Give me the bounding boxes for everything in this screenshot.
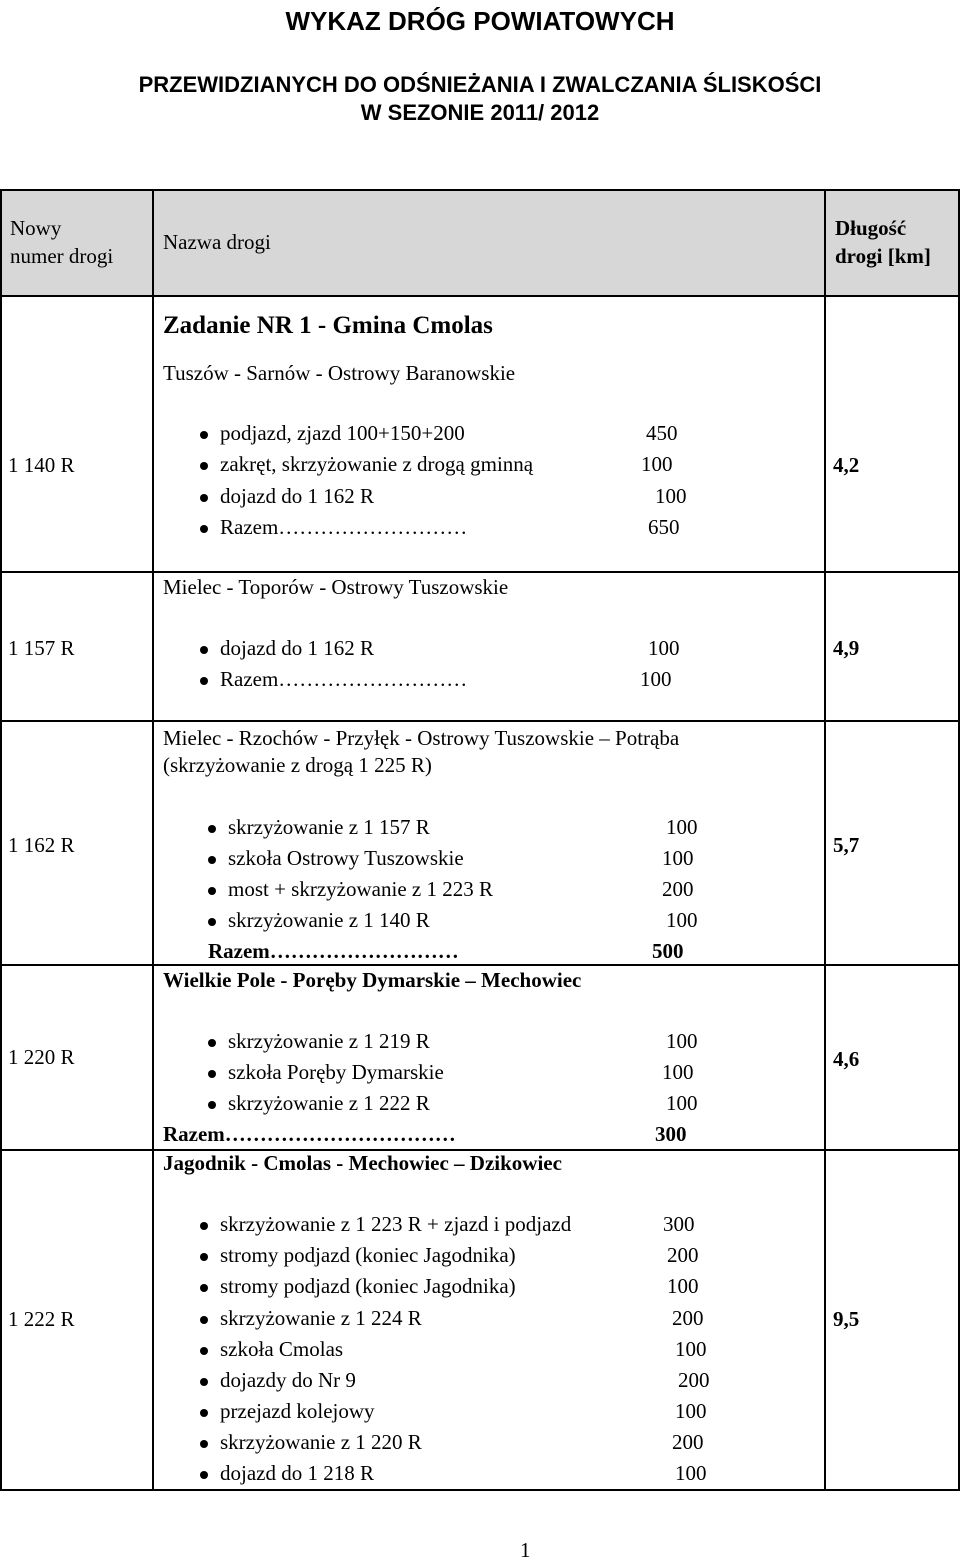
item-value: 100 — [666, 1091, 698, 1115]
item-value: 100 — [640, 667, 672, 691]
item-label: podjazd, zjazd 100+150+200 — [220, 421, 465, 445]
item-value: 200 — [678, 1368, 710, 1392]
header-length-line1: Długość — [835, 216, 907, 240]
item-label: stromy podjazd (koniec Jagodnika) — [220, 1243, 516, 1267]
item-value: 100 — [662, 846, 694, 870]
road-name: Mielec - Toporów - Ostrowy Tuszowskie — [163, 575, 509, 599]
item-value: 100 — [666, 815, 698, 839]
item-label: dojazd do 1 162 R — [220, 484, 374, 508]
item-label: skrzyżowanie z 1 223 R + zjazd i podjazd — [220, 1212, 572, 1236]
bullet-icon — [200, 1440, 208, 1448]
road-number: 1 222 R — [8, 1307, 75, 1331]
item-label: szkoła Cmolas — [220, 1337, 344, 1361]
road-number: 1 162 R — [8, 833, 75, 857]
header-length — [835, 214, 931, 270]
row-divider — [0, 964, 960, 966]
header-number — [10, 214, 113, 270]
road-length: 4,9 — [833, 636, 860, 660]
item-label: skrzyżowanie z 1 222 R — [228, 1091, 430, 1115]
header-number-line1: Nowy — [10, 216, 62, 240]
bullet-icon — [200, 525, 208, 533]
page-number: 1 — [520, 1538, 531, 1562]
item-label: most + skrzyżowanie z 1 223 R — [228, 877, 493, 901]
bullet-icon — [208, 918, 216, 926]
bullet-icon — [200, 646, 208, 654]
table-border-left — [0, 189, 2, 1491]
item-value: 100 — [667, 1274, 699, 1298]
header-shading — [2, 191, 958, 295]
road-length: 4,2 — [833, 453, 860, 477]
item-value: 200 — [672, 1430, 704, 1454]
item-label: dojazdy do Nr 9 — [220, 1368, 356, 1392]
bullet-icon — [208, 1039, 216, 1047]
item-value: 200 — [667, 1243, 699, 1267]
item-value: 100 — [675, 1461, 707, 1485]
item-value: 100 — [675, 1337, 707, 1361]
bullet-icon — [200, 1222, 208, 1230]
bullet-icon — [200, 1471, 208, 1479]
road-name-text: Wielkie Pole - Poręby Dymarskie – Mechowiec — [163, 968, 582, 992]
item-value: 650 — [648, 515, 680, 539]
bullet-icon — [208, 887, 216, 895]
table-border-bottom — [0, 1489, 960, 1491]
item-value: 200 — [672, 1306, 704, 1330]
item-value: 100 — [641, 452, 673, 476]
road-name-text: Jagodnik - Cmolas - Mechowiec – Dzikowiec — [163, 1151, 562, 1175]
item-value: 100 — [662, 1060, 694, 1084]
item-value: 200 — [662, 877, 694, 901]
item-label: dojazd do 1 162 R — [220, 636, 374, 660]
total-label: Razem…………………………… — [163, 1122, 456, 1146]
document-title: WYKAZ DRÓG POWIATOWYCH — [285, 6, 675, 36]
road-number: 1 157 R — [8, 636, 75, 660]
item-value: 100 — [655, 484, 687, 508]
item-value: 100 — [675, 1399, 707, 1423]
item-label: stromy podjazd (koniec Jagodnika) — [220, 1274, 516, 1298]
item-label: skrzyżowanie z 1 220 R — [220, 1430, 422, 1454]
road-length: 5,7 — [833, 833, 860, 857]
bullet-icon — [200, 1284, 208, 1292]
column-divider — [152, 189, 154, 1491]
column-divider — [824, 189, 826, 1491]
road-length: 9,5 — [833, 1307, 860, 1331]
task-heading: Zadanie NR 1 - Gmina Cmolas — [163, 312, 493, 339]
row-divider — [0, 571, 960, 573]
total-value: 500 — [652, 939, 684, 963]
table-border-top — [0, 189, 960, 191]
bullet-icon — [200, 494, 208, 502]
header-divider — [0, 295, 960, 297]
road-name — [163, 1151, 562, 1176]
item-value: 450 — [646, 421, 678, 445]
item-value: 300 — [663, 1212, 695, 1236]
item-label: szkoła Ostrowy Tuszowskie — [228, 846, 464, 870]
item-label: Razem……………………… — [220, 667, 468, 691]
item-label: szkoła Poręby Dymarskie — [228, 1060, 444, 1084]
total-value: 300 — [655, 1122, 687, 1146]
road-name: Tuszów - Sarnów - Ostrowy Baranowskie — [163, 361, 516, 385]
row-divider — [0, 720, 960, 722]
bullet-icon — [200, 1409, 208, 1417]
road-name — [163, 968, 581, 993]
document-subtitle: PRZEWIDZIANYCH DO ODŚNIEŻANIA I ZWALCZANIA ŚLISKOŚCI — [138, 72, 822, 97]
bullet-icon — [200, 1316, 208, 1324]
bullet-icon — [200, 431, 208, 439]
header-name: Nazwa drogi — [163, 230, 271, 254]
bullet-icon — [208, 856, 216, 864]
total-label: Razem……………………… — [208, 939, 459, 963]
road-length: 4,6 — [833, 1047, 860, 1071]
road-name: Mielec - Rzochów - Przyłęk - Ostrowy Tuszowskie – Potrąba — [163, 726, 680, 750]
bullet-icon — [200, 677, 208, 685]
header-length-line2: drogi [km] — [835, 244, 931, 268]
item-value: 100 — [666, 1029, 698, 1053]
item-value: 100 — [666, 908, 698, 932]
bullet-icon — [200, 1347, 208, 1355]
item-label: skrzyżowanie z 1 219 R — [228, 1029, 430, 1053]
item-value: 100 — [648, 636, 680, 660]
road-number: 1 220 R — [8, 1045, 75, 1069]
bullet-icon — [200, 1378, 208, 1386]
item-label: skrzyżowanie z 1 140 R — [228, 908, 430, 932]
bullet-icon — [208, 1101, 216, 1109]
document-season: W SEZONIE 2011/ 2012 — [360, 100, 600, 125]
item-label: skrzyżowanie z 1 157 R — [228, 815, 430, 839]
item-label: zakręt, skrzyżowanie z drogą gminną — [220, 452, 534, 476]
item-label: dojazd do 1 218 R — [220, 1461, 374, 1485]
road-name-continued: (skrzyżowanie z drogą 1 225 R) — [163, 753, 432, 777]
bullet-icon — [200, 1253, 208, 1261]
item-label: Razem……………………… — [220, 515, 468, 539]
item-label: przejazd kolejowy — [220, 1399, 375, 1423]
bullet-icon — [208, 1070, 216, 1078]
road-number: 1 140 R — [8, 453, 75, 477]
bullet-icon — [208, 825, 216, 833]
bullet-icon — [200, 462, 208, 470]
header-number-line2: numer drogi — [10, 244, 114, 268]
item-label: skrzyżowanie z 1 224 R — [220, 1306, 422, 1330]
